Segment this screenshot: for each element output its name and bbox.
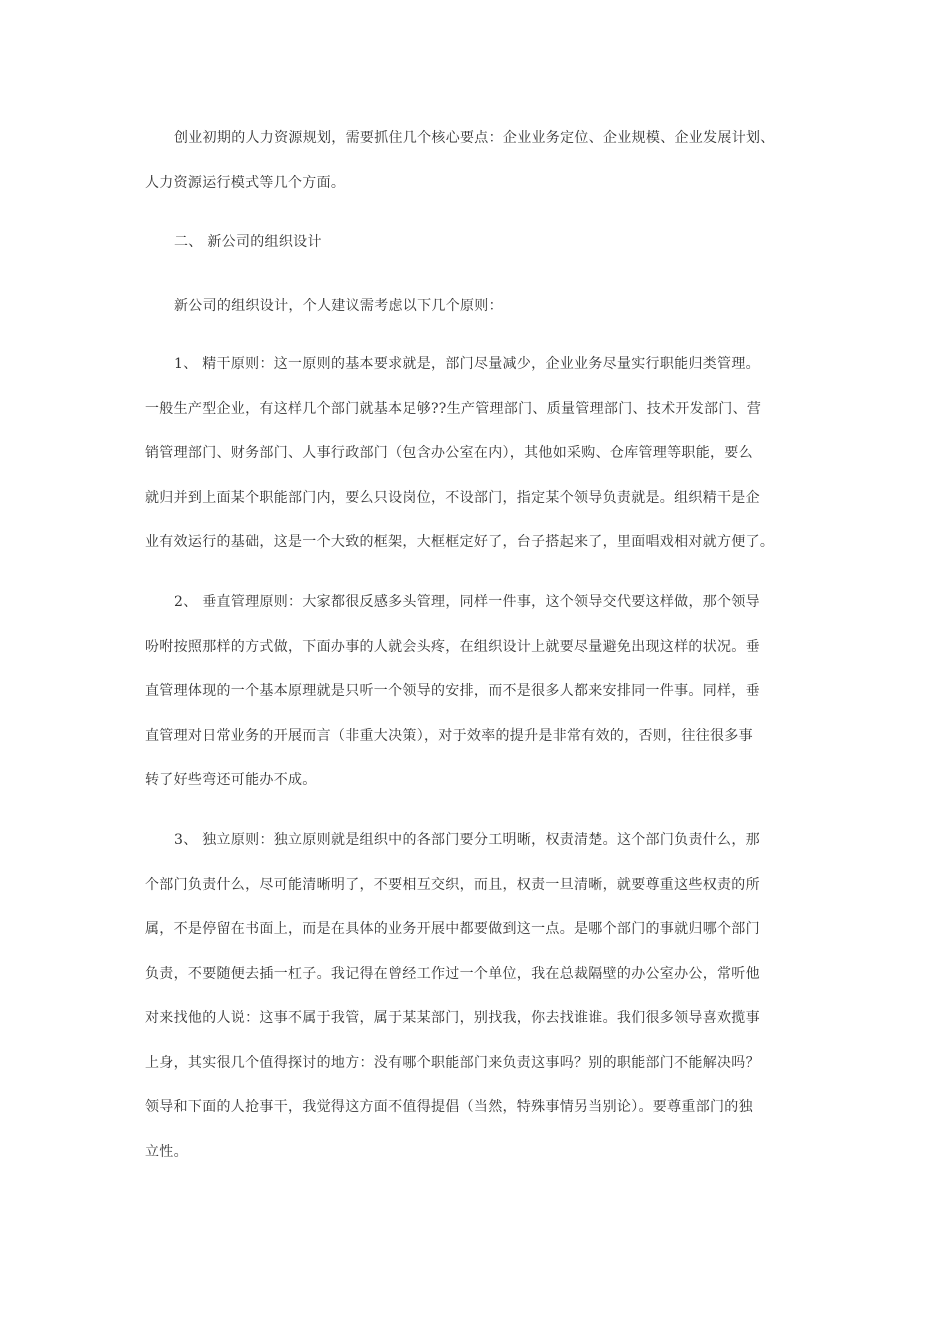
paragraph-line: 2、 垂直管理原则：大家都很反感多头管理，同样一件事，这个领导交代要这样做，那个领导	[174, 594, 760, 610]
paragraph-line: 1、 精干原则：这一原则的基本要求就是，部门尽量减少，企业业务尽量实行职能归类管理。	[174, 356, 760, 372]
paragraph-line: 直管理体现的一个基本原理就是只听一个领导的安排，而不是很多人都来安排同一件事。同样，垂	[145, 683, 760, 699]
paragraph-line: 新公司的组织设计，个人建议需考虑以下几个原则：	[174, 298, 503, 314]
paragraph-line: 吩咐按照那样的方式做，下面办事的人就会头疼，在组织设计上就要尽量避免出现这样的状况。垂	[145, 638, 760, 655]
paragraph-line: 转了好些弯还可能办不成。	[145, 772, 317, 788]
paragraph-line: 个部门负责什么，尽可能清晰明了，不要相互交织，而且，权责一旦清晰，就要尊重这些权责的所	[145, 876, 760, 893]
paragraph-line: 创业初期的人力资源规划，需要抓住几个核心要点：企业业务定位、企业规模、企业发展计划、	[174, 130, 775, 146]
paragraph-line: 立性。	[145, 1143, 188, 1160]
section-heading	[145, 232, 813, 277]
paragraph-line: 对来找他的人说：这事不属于我管，属于某某部门，别找我，你去找谁谁。我们很多领导喜欢揽事	[145, 1010, 760, 1026]
paragraph-line: 上身，其实很几个值得探讨的地方：没有哪个职能部门来负责这事吗？别的职能部门不能解决吗？	[145, 1054, 760, 1071]
paragraph-line: 领导和下面的人抢事干，我觉得这方面不值得提倡（当然，特殊事情另当别论）。要尊重部门的独	[145, 1099, 753, 1115]
paragraph-line: 一般生产型企业，有这样几个部门就基本足够??生产管理部门、质量管理部门、技术开发部门、营	[145, 400, 762, 417]
paragraph-principles-intro	[145, 296, 813, 341]
paragraph-line: 人力资源运行模式等几个方面。	[145, 174, 346, 191]
paragraph-line: 销管理部门、财务部门、人事行政部门（包含办公室在内），其他如采购、仓库管理等职能，要么	[145, 445, 753, 461]
paragraph-line: 就归并到上面某个职能部门内，要么只设岗位，不设部门，指定某个领导负责就是。组织精干是企	[145, 489, 760, 506]
paragraph-principle-3	[145, 830, 813, 1186]
paragraph-intro	[145, 128, 813, 217]
paragraph-line: 负责，不要随便去插一杠子。我记得在曾经工作过一个单位，我在总裁隔壁的办公室办公，常听他	[145, 965, 760, 982]
paragraph-line: 属，不是停留在书面上，而是在具体的业务开展中都要做到这一点。是哪个部门的事就归哪个部门	[145, 921, 760, 937]
paragraph-principle-1	[145, 354, 813, 577]
paragraph-line: 3、 独立原则：独立原则就是组织中的各部门要分工明晰，权责清楚。这个部门负责什么，那	[174, 832, 760, 848]
section-heading-text: 二、 新公司的组织设计	[174, 234, 322, 250]
paragraph-line: 业有效运行的基础，这是一个大致的框架，大框框定好了，台子搭起来了，里面唱戏相对就方便了。	[145, 534, 775, 550]
paragraph-principle-2	[145, 592, 813, 815]
paragraph-line: 直管理对日常业务的开展而言（非重大决策），对于效率的提升是非常有效的，否则，往往很多事	[145, 727, 753, 744]
